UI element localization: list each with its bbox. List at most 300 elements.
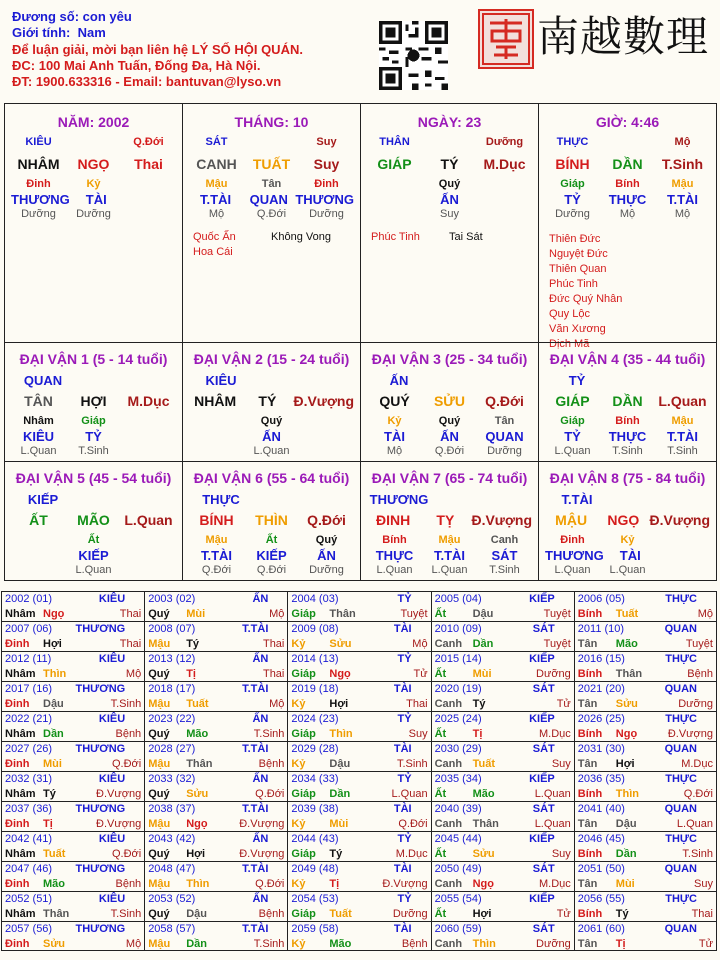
annual-god: TÀI	[393, 803, 412, 815]
annual-row-bottom	[148, 817, 284, 832]
pillar-ten-god-item: Mộ	[674, 136, 691, 148]
annual-year: 2061 (60)	[577, 923, 625, 935]
annual-branch: Thìn	[186, 877, 210, 890]
hidden-stage: L.Quan	[431, 564, 468, 576]
pillar-stem-branch	[545, 156, 710, 172]
annual-god: THỰC	[665, 833, 697, 845]
annual-cell[interactable]	[574, 771, 717, 801]
dai-van-god: KIÊU	[205, 373, 237, 388]
annual-god: T.TÀI	[242, 923, 269, 935]
pillar-ten-god-item	[66, 136, 121, 148]
hidden-stem: Giáp	[81, 415, 106, 427]
annual-branch: Ngọ	[615, 727, 638, 740]
annual-stem: Giáp	[291, 607, 316, 620]
annual-cell[interactable]	[287, 921, 430, 951]
annual-cell[interactable]	[574, 711, 717, 741]
annual-god: KIÊU	[98, 653, 126, 665]
annual-stage: Bệnh	[258, 907, 285, 920]
annual-stem: Mậu	[148, 817, 171, 830]
annual-cell[interactable]	[144, 591, 287, 621]
annual-stage: Bệnh	[687, 667, 713, 680]
annual-cell[interactable]	[287, 621, 430, 651]
annual-year: 2032 (31)	[5, 773, 53, 785]
annual-branch: Tị	[186, 667, 196, 680]
annual-cell[interactable]	[431, 921, 574, 951]
annual-row-bottom	[578, 937, 713, 952]
annual-stem: Nhâm	[5, 607, 36, 620]
annual-cell[interactable]	[144, 861, 287, 891]
annual-branch: Tý	[615, 907, 629, 920]
annual-stage: Đ.Vượng	[96, 817, 142, 830]
dai-van-stem-branch-item: Đ.Vượng	[293, 393, 355, 409]
annual-row-top	[291, 622, 427, 637]
spacer	[121, 208, 176, 220]
hidden-stems	[11, 534, 176, 546]
annual-row-top	[435, 592, 571, 607]
annual-cell[interactable]	[1, 741, 144, 771]
annual-row-top	[291, 592, 427, 607]
annual-branch: Sửu	[329, 637, 352, 650]
hidden-stems	[545, 534, 710, 546]
annual-row-bottom	[5, 667, 141, 682]
pillar-2	[182, 103, 361, 343]
hidden-stages	[11, 208, 176, 220]
annual-stage: Đ.Vượng	[667, 727, 713, 740]
annual-cell[interactable]	[574, 891, 717, 921]
annual-stage: T.Sinh	[253, 727, 285, 740]
annual-row-top	[5, 622, 141, 637]
hidden-god: T.TÀI	[433, 548, 466, 563]
annual-stem: Tân	[577, 697, 598, 710]
annual-cell[interactable]	[1, 801, 144, 831]
annual-god: THỰC	[665, 773, 697, 785]
hidden-gods	[545, 548, 710, 563]
annual-stage: L.Quan	[676, 817, 713, 830]
annual-stem: Bính	[577, 847, 603, 860]
annual-cell[interactable]	[431, 681, 574, 711]
annual-row-bottom	[148, 637, 284, 652]
annual-row-bottom	[5, 637, 141, 652]
annual-year: 2031 (30)	[577, 743, 625, 755]
annual-cell[interactable]	[574, 591, 717, 621]
annual-luck-table	[1, 590, 717, 956]
pillar-ten-god-item: THÂN	[379, 136, 410, 148]
hidden-stem: Ất	[87, 534, 100, 546]
annual-stage: T.Sinh	[682, 847, 713, 860]
annual-row-top	[578, 712, 713, 727]
annual-god: TÀI	[393, 623, 412, 635]
annual-row-top	[435, 832, 571, 847]
annual-cell[interactable]	[287, 831, 430, 861]
annual-year: 2058 (57)	[148, 923, 196, 935]
annual-stage: Tuyệt	[543, 637, 571, 650]
hidden-god: THƯƠNG	[545, 548, 604, 563]
annual-row-top	[578, 622, 713, 637]
annual-stem: Tân	[577, 877, 598, 890]
annual-cell[interactable]	[1, 771, 144, 801]
annual-year: 2048 (47)	[148, 863, 196, 875]
address-line: ĐC: 100 Mai Anh Tuấn, Đống Đa, Hà Nội.	[12, 57, 261, 73]
annual-row-bottom	[578, 817, 713, 832]
dai-van-5[interactable]	[4, 461, 183, 581]
annual-row-top	[435, 622, 571, 637]
pillar-stem-branch	[189, 156, 354, 172]
hidden-stems	[189, 415, 354, 427]
annual-cell[interactable]	[287, 861, 430, 891]
annual-year: 2017 (16)	[5, 683, 53, 695]
annual-branch: Thân	[186, 757, 213, 770]
annual-row-top	[578, 922, 713, 937]
annual-branch: Thìn	[472, 937, 496, 950]
annual-row-top	[148, 592, 284, 607]
annual-cell[interactable]	[574, 741, 717, 771]
dai-van-3[interactable]	[360, 342, 539, 462]
pillar-ten-god-item	[244, 136, 299, 148]
dai-van-god: TỶ	[568, 373, 586, 388]
annual-god: QUAN	[664, 743, 697, 755]
annual-cell[interactable]	[1, 831, 144, 861]
hidden-god: ẤN	[440, 192, 459, 207]
annual-row-bottom	[148, 907, 284, 922]
annual-year: 2056 (55)	[577, 893, 625, 905]
annual-cell[interactable]	[144, 831, 287, 861]
spacer	[121, 548, 176, 563]
annual-cell[interactable]	[144, 801, 287, 831]
brand-title: 南越數理	[537, 12, 710, 61]
pillar-title: NGÀY: 23	[417, 114, 482, 130]
annual-stage: Thai	[406, 697, 428, 710]
annual-god: T.TÀI	[242, 803, 269, 815]
annual-cell[interactable]	[431, 621, 574, 651]
annual-branch: Ngọ	[43, 607, 65, 620]
annual-stage: M.Dục	[539, 877, 571, 890]
spacer	[11, 548, 66, 563]
annual-cell[interactable]	[287, 891, 430, 921]
annual-cell[interactable]	[144, 711, 287, 741]
dai-van-stem-branch-item: M.Dục	[127, 393, 170, 409]
annual-cell[interactable]	[287, 741, 430, 771]
annual-stage: Thai	[262, 637, 285, 650]
annual-stage: M.Dục	[395, 847, 428, 860]
dai-van-title: ĐẠI VẬN 6 (55 - 64 tuổi)	[193, 470, 350, 486]
hidden-stems	[545, 178, 710, 190]
annual-god: THƯƠNG	[75, 623, 126, 635]
annual-stem: Kỷ	[291, 697, 306, 710]
hidden-gods	[367, 192, 532, 207]
annual-year: 2040 (39)	[434, 803, 482, 815]
annual-branch: Dần	[329, 787, 351, 800]
annual-row-bottom	[291, 877, 427, 892]
annual-year: 2013 (12)	[148, 653, 196, 665]
pillar-ten-god-item	[600, 136, 655, 148]
annual-year: 2004 (03)	[291, 593, 339, 605]
annual-stage: Bệnh	[258, 757, 285, 770]
dai-van-god: ẤN	[389, 373, 409, 388]
annual-row-bottom	[5, 607, 141, 622]
annual-row-bottom	[578, 907, 713, 922]
annual-branch: Dậu	[186, 907, 207, 920]
hidden-stages	[367, 445, 532, 457]
dai-van-title: ĐẠI VẬN 8 (75 - 84 tuổi)	[549, 470, 706, 486]
dai-van-6[interactable]	[182, 461, 361, 581]
annual-stage: Q.Đới	[255, 877, 285, 890]
annual-branch: Mùi	[615, 877, 635, 890]
dai-van-stem-branch-item: Đ.Vượng	[471, 512, 533, 528]
annual-branch: Ngọ	[472, 877, 494, 890]
annual-year: 2047 (46)	[5, 863, 53, 875]
annual-stem: Canh	[434, 757, 463, 770]
annual-cell[interactable]	[1, 591, 144, 621]
annual-cell[interactable]	[574, 861, 717, 891]
annual-cell[interactable]	[144, 681, 287, 711]
hidden-stem: Bính	[615, 178, 640, 190]
annual-branch: Hợi	[43, 637, 62, 650]
annual-cell[interactable]	[574, 831, 717, 861]
dai-van-7[interactable]	[360, 461, 539, 581]
hidden-gods	[11, 429, 176, 444]
annual-cell[interactable]	[1, 681, 144, 711]
shen-sha-item: Đức Quý Nhân	[549, 293, 623, 305]
annual-cell[interactable]	[574, 921, 717, 951]
annual-row-top	[148, 712, 284, 727]
spacer	[367, 178, 422, 190]
annual-god: THỰC	[665, 593, 697, 605]
annual-cell[interactable]	[574, 651, 717, 681]
annual-row-bottom	[148, 697, 284, 712]
hidden-god: TỶ	[564, 192, 581, 207]
annual-god: THỰC	[665, 893, 697, 905]
annual-cell[interactable]	[431, 591, 574, 621]
hidden-stage: L.Quan	[253, 445, 290, 457]
pillar-stem-branch-item: Thai	[134, 156, 163, 172]
qr-code-icon[interactable]	[379, 21, 448, 90]
annual-stage: M.Dục	[539, 727, 571, 740]
pillar-1	[4, 103, 183, 343]
annual-cell[interactable]	[1, 651, 144, 681]
annual-cell[interactable]	[287, 651, 430, 681]
annual-cell[interactable]	[431, 771, 574, 801]
annual-stage: Suy	[551, 757, 571, 770]
dai-van-4[interactable]	[538, 342, 717, 462]
hidden-stem: Giáp	[560, 178, 585, 190]
dai-van-2[interactable]	[182, 342, 361, 462]
annual-stem: Giáp	[291, 667, 316, 680]
annual-cell[interactable]	[574, 681, 717, 711]
annual-stage: Tuyệt	[685, 637, 713, 650]
hidden-stage: L.Quan	[376, 564, 413, 576]
annual-god: SÁT	[532, 803, 555, 815]
annual-year: 2023 (22)	[148, 713, 196, 725]
annual-cell[interactable]	[287, 711, 430, 741]
annual-row-bottom	[5, 907, 141, 922]
annual-row-top	[435, 802, 571, 817]
annual-god: THƯƠNG	[75, 803, 126, 815]
annual-cell[interactable]	[431, 861, 574, 891]
annual-cell[interactable]	[144, 921, 287, 951]
phone-email-line[interactable]: ĐT: 1900.633316 - Email: bantuvan@lyso.vn	[12, 74, 282, 90]
annual-stem: Bính	[577, 607, 603, 620]
annual-row-bottom	[148, 727, 284, 742]
annual-stem: Canh	[434, 937, 463, 950]
annual-row-top	[5, 712, 141, 727]
annual-cell[interactable]	[287, 591, 430, 621]
annual-cell[interactable]	[144, 621, 287, 651]
annual-row-bottom	[291, 757, 427, 772]
annual-row-top	[291, 742, 427, 757]
annual-branch: Mão	[615, 637, 638, 650]
annual-cell[interactable]	[287, 771, 430, 801]
annual-year: 2046 (45)	[577, 833, 625, 845]
annual-cell[interactable]	[1, 921, 144, 951]
annual-stem: Nhâm	[5, 667, 36, 680]
annual-cell[interactable]	[431, 741, 574, 771]
pillar-ten-god	[545, 136, 710, 148]
dai-van-1[interactable]	[4, 342, 183, 462]
annual-cell[interactable]	[574, 621, 717, 651]
annual-stage: T.Sinh	[110, 697, 142, 710]
annual-stem: Bính	[577, 727, 603, 740]
annual-cell[interactable]	[1, 891, 144, 921]
annual-stem: Canh	[434, 697, 463, 710]
pillar-stem-branch-item: M.Dục	[483, 156, 526, 172]
dai-van-stem-branch-item: NHÂM	[194, 393, 237, 409]
hidden-stem: Kỷ	[620, 534, 635, 546]
pillar-title: NĂM: 2002	[57, 114, 130, 130]
annual-row-bottom	[291, 637, 427, 652]
annual-row-bottom	[291, 607, 427, 622]
annual-year: 2043 (42)	[148, 833, 196, 845]
annual-row-top	[5, 862, 141, 877]
annual-year: 2012 (11)	[5, 653, 52, 665]
annual-god: SÁT	[532, 863, 555, 875]
annual-branch: Ngọ	[186, 817, 208, 830]
annual-cell[interactable]	[287, 681, 430, 711]
annual-row-top	[5, 682, 141, 697]
annual-cell[interactable]	[431, 831, 574, 861]
annual-year: 2030 (29)	[434, 743, 482, 755]
hidden-stage: L.Quan	[554, 445, 591, 457]
annual-cell[interactable]	[431, 801, 574, 831]
annual-stem: Đinh	[5, 877, 30, 890]
hidden-stage: Dưỡng	[21, 208, 56, 220]
annual-cell[interactable]	[1, 861, 144, 891]
dai-van-8[interactable]	[538, 461, 717, 581]
annual-cell[interactable]	[144, 651, 287, 681]
shen-sha-list	[193, 230, 236, 260]
hidden-stage: Suy	[440, 208, 459, 220]
hidden-stage: Q.Đới	[256, 208, 287, 220]
annual-stage: Đ.Vượng	[382, 877, 428, 890]
hidden-stem: Đinh	[26, 178, 51, 190]
pillar-stem-branch	[11, 156, 176, 172]
annual-stage: Tử	[556, 907, 571, 920]
annual-year: 2010 (09)	[434, 623, 482, 635]
hidden-stem: Tân	[261, 178, 282, 190]
annual-stem: Nhâm	[5, 787, 36, 800]
pillar-stem-branch	[367, 156, 532, 172]
hidden-stage: L.Quan	[609, 564, 646, 576]
annual-row-top	[5, 772, 141, 787]
annual-row-top	[578, 862, 713, 877]
pillar-title: THÁNG: 10	[234, 114, 309, 130]
annual-year: 2022 (21)	[5, 713, 53, 725]
annual-god: ẤN	[252, 653, 269, 665]
annual-row-top	[5, 802, 141, 817]
spacer	[367, 208, 422, 220]
annual-cell[interactable]	[1, 711, 144, 741]
shen-sha-item: Hoa Cái	[193, 246, 233, 258]
spacer	[11, 534, 66, 546]
annual-stem: Ất	[434, 607, 447, 620]
dai-van-stem-branch-item: QUÝ	[379, 393, 410, 409]
pillar-stem-branch-item: GIÁP	[377, 156, 412, 172]
dai-van-stem-branch-item: GIÁP	[555, 393, 590, 409]
annual-stem: Kỷ	[291, 637, 306, 650]
annual-cell[interactable]	[431, 891, 574, 921]
annual-row-bottom	[435, 637, 571, 652]
dai-van-stem-branch-item: BÍNH	[199, 512, 234, 528]
annual-branch: Sửu	[186, 787, 209, 800]
pillar-stem-branch-item: TUẤT	[252, 156, 291, 172]
annual-cell[interactable]	[144, 741, 287, 771]
shen-sha-list	[549, 232, 622, 352]
annual-row-top	[291, 712, 427, 727]
hidden-stages	[367, 564, 532, 576]
hidden-stems	[367, 178, 532, 190]
hidden-stages	[189, 564, 354, 576]
annual-god: TỶ	[397, 593, 412, 605]
annual-cell[interactable]	[574, 801, 717, 831]
annual-row-bottom	[578, 637, 713, 652]
dai-van-stem-branch	[11, 512, 176, 528]
annual-stage: T.Sinh	[253, 937, 285, 950]
annual-cell[interactable]	[287, 801, 430, 831]
pillar-ten-god-item: KIÊU	[25, 136, 52, 148]
hidden-stem: Bính	[382, 534, 407, 546]
annual-god: KIẾP	[529, 653, 555, 665]
annual-god: TỶ	[397, 893, 412, 905]
pillar-ten-god	[367, 136, 532, 148]
annual-year: 2019 (18)	[291, 683, 339, 695]
annual-cell[interactable]	[144, 771, 287, 801]
annual-cell[interactable]	[1, 621, 144, 651]
annual-cell[interactable]	[144, 891, 287, 921]
dai-van-god: QUAN	[23, 373, 63, 388]
hidden-stages	[189, 208, 354, 220]
annual-cell[interactable]	[431, 651, 574, 681]
hidden-stage: L.Quan	[20, 445, 57, 457]
annual-cell[interactable]	[431, 711, 574, 741]
hidden-stems	[367, 415, 532, 427]
annual-row-bottom	[291, 847, 427, 862]
annual-god: T.TÀI	[242, 623, 269, 635]
spacer	[657, 548, 710, 563]
hidden-stage: Mộ	[674, 208, 691, 220]
annual-stage: Tử	[698, 937, 713, 950]
annual-god: THƯƠNG	[75, 863, 126, 875]
annual-row-top	[291, 832, 427, 847]
annual-row-bottom	[578, 727, 713, 742]
annual-row-bottom	[435, 727, 571, 742]
annual-god: SÁT	[532, 623, 555, 635]
annual-stage: Mộ	[697, 607, 713, 620]
annual-god: KIÊU	[98, 593, 126, 605]
annual-year: 2009 (08)	[291, 623, 339, 635]
pillar-ten-god	[189, 136, 354, 148]
hidden-god: T.TÀI	[666, 192, 699, 207]
dai-van-stem-branch-item: THÌN	[255, 512, 288, 528]
hidden-stems	[189, 178, 354, 190]
